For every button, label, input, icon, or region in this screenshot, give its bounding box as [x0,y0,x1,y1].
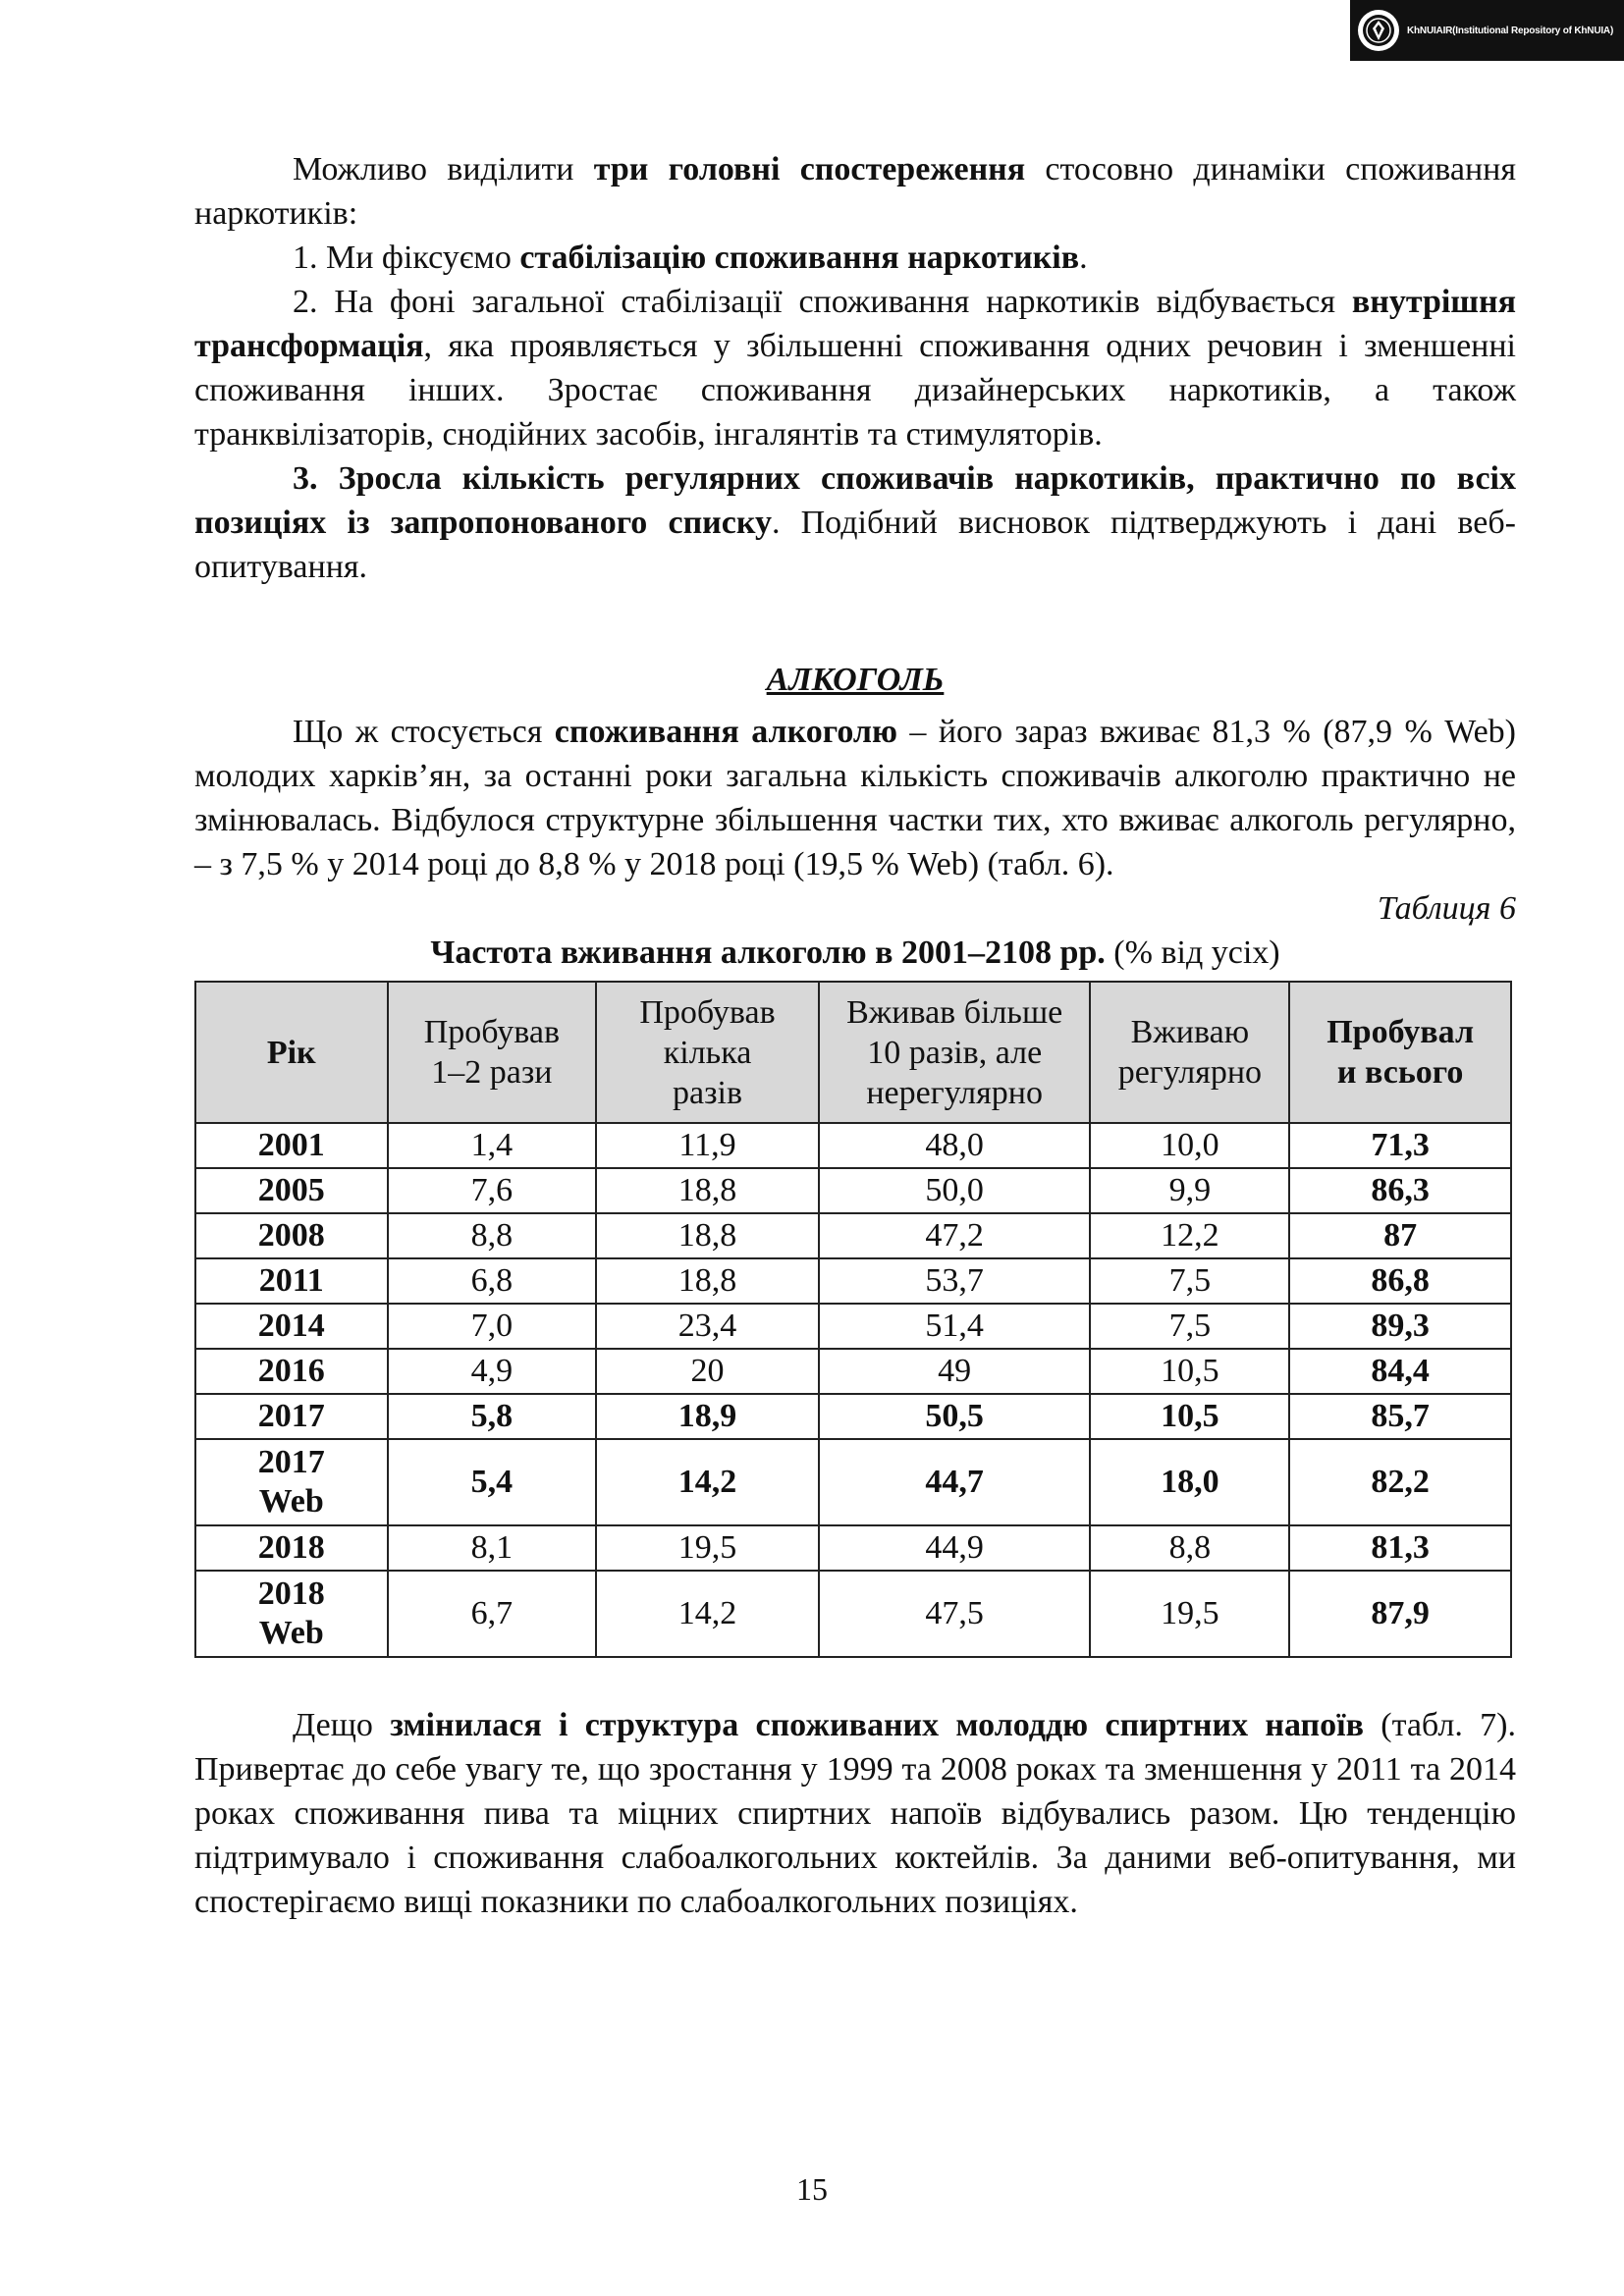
cell-year: 2001 [195,1123,388,1168]
cell-value: 44,7 [819,1439,1091,1525]
cell-total: 86,3 [1289,1168,1511,1213]
cell-total: 71,3 [1289,1123,1511,1168]
cell-value: 23,4 [596,1304,819,1349]
cell-value: 8,1 [388,1525,597,1571]
cell-value: 18,8 [596,1213,819,1258]
cell-value: 11,9 [596,1123,819,1168]
cell-value: 53,7 [819,1258,1091,1304]
page-number: 15 [796,2171,828,2207]
table-row [195,1258,1511,1304]
cell-value: 18,8 [596,1258,819,1304]
table-label: Таблиця 6 [1377,890,1516,927]
cell-value: 19,5 [596,1525,819,1571]
cell-value: 49 [819,1349,1091,1394]
intro-paragraph: Можливо виділити три головні спостереження стосовно динаміки споживання наркотиків: [194,151,1516,232]
cell-value: 6,8 [388,1258,597,1304]
cell-total: 81,3 [1289,1525,1511,1571]
cell-value: 51,4 [819,1304,1091,1349]
table-caption: Частота вживання алкоголю в 2001–2108 рр. (% від усіх) [430,934,1280,971]
cell-value: 10,5 [1090,1394,1289,1439]
table-row [195,1123,1511,1168]
table-row [195,1304,1511,1349]
table-row [195,1571,1511,1657]
header-total: Пробувал и всього [1289,982,1511,1123]
cell-total: 86,8 [1289,1258,1511,1304]
table-row [195,1213,1511,1258]
observation-1: 1. Ми фіксуємо стабілізацію споживання наркотиків. [293,240,1088,276]
observation-2: 2. На фоні загальної стабілізації споживання наркотиків відбувається внутрішня трансформація, яка проявляється у збільшенні споживання одних речовин і зменшенні споживання інших. Зростає споживання дизайнерських наркотиків, а також транквілізаторів, снодійних засобів, інгалянтів та стимуляторів. [194,284,1516,453]
cell-value: 50,0 [819,1168,1091,1213]
cell-value: 7,5 [1090,1258,1289,1304]
header-tried-1-2: Пробував 1–2 рази [388,982,597,1123]
cell-value: 10,0 [1090,1123,1289,1168]
cell-value: 7,6 [388,1168,597,1213]
header-regular: Вживаю регулярно [1090,982,1289,1123]
table-header-row [195,982,1511,1123]
alcohol-frequency-table [194,981,1512,1658]
cell-year: 2008 [195,1213,388,1258]
repository-badge [1350,0,1624,61]
cell-total: 87 [1289,1213,1511,1258]
cell-year: 2016 [195,1349,388,1394]
section-heading: АЛКОГОЛЬ [766,662,945,698]
cell-value: 6,7 [388,1571,597,1657]
cell-value: 10,5 [1090,1349,1289,1394]
cell-year: 2018 [195,1525,388,1571]
cell-total: 89,3 [1289,1304,1511,1349]
page-content [194,147,1516,1924]
cell-value: 12,2 [1090,1213,1289,1258]
cell-value: 8,8 [1090,1525,1289,1571]
cell-value: 18,9 [596,1394,819,1439]
repository-name: KhNUIAIR(Institutional Repository of KhNUIA) [1407,25,1614,36]
cell-value: 14,2 [596,1571,819,1657]
table-row [195,1394,1511,1439]
cell-value: 7,5 [1090,1304,1289,1349]
cell-total: 87,9 [1289,1571,1511,1657]
table-row [195,1168,1511,1213]
cell-year: 2011 [195,1258,388,1304]
cell-total: 82,2 [1289,1439,1511,1525]
cell-value: 19,5 [1090,1571,1289,1657]
alcohol-paragraph: Що ж стосується споживання алкоголю – його зараз вживає 81,3 % (87,9 % Web) молодих харків’ян, за останні роки загальна кількість споживачів алкоголю практично не змінювалась. Відбулося структурне збільшення частки тих, хто вживає алкоголь регулярно, – з 7,5 % у 2014 році до 8,8 % у 2018 році (19,5 % Web) (табл. 6). [194,714,1517,882]
cell-value: 47,2 [819,1213,1091,1258]
table-row [195,1525,1511,1571]
cell-year: 2017 [195,1394,388,1439]
cell-value: 14,2 [596,1439,819,1525]
cell-value: 4,9 [388,1349,597,1394]
cell-value: 9,9 [1090,1168,1289,1213]
cell-year: 2018 Web [195,1571,388,1657]
cell-value: 48,0 [819,1123,1091,1168]
cell-value: 8,8 [388,1213,597,1258]
header-year: Рік [195,982,388,1123]
header-more-than-10: Вживав більше 10 разів, але нерегулярно [819,982,1091,1123]
cell-year: 2014 [195,1304,388,1349]
cell-value: 5,4 [388,1439,597,1525]
cell-value: 5,8 [388,1394,597,1439]
table-row [195,1349,1511,1394]
cell-value: 1,4 [388,1123,597,1168]
header-tried-few: Пробував кілька разів [596,982,819,1123]
cell-value: 50,5 [819,1394,1091,1439]
cell-value: 20 [596,1349,819,1394]
cell-value: 7,0 [388,1304,597,1349]
cell-year: 2005 [195,1168,388,1213]
cell-value: 18,0 [1090,1439,1289,1525]
cell-total: 84,4 [1289,1349,1511,1394]
cell-value: 44,9 [819,1525,1091,1571]
cell-value: 47,5 [819,1571,1091,1657]
observation-3: 3. Зросла кількість регулярних споживачів наркотиків, практично по всіх позиціях із запропонованого списку. Подібний висновок підтверджують і дані веб-опитування. [194,460,1516,585]
table-row [195,1439,1511,1525]
university-crest-icon [1358,10,1399,51]
cell-total: 85,7 [1289,1394,1511,1439]
cell-year: 2017 Web [195,1439,388,1525]
cell-value: 18,8 [596,1168,819,1213]
beverage-structure-paragraph: Дещо змінилася і структура споживаних молоддю спиртних напоїв (табл. 7). Привертає до себе увагу те, що зростання у 1999 та 2008 роках та зменшення у 2011 та 2014 роках споживання пива та міцних спиртних напоїв відбувались разом. Цю тенденцію підтримувало і споживання слабоалкогольних коктейлів. За даними веб-опитування, ми спостерігаємо вищі показники по слабоалкогольних позиціях. [194,1707,1516,1920]
